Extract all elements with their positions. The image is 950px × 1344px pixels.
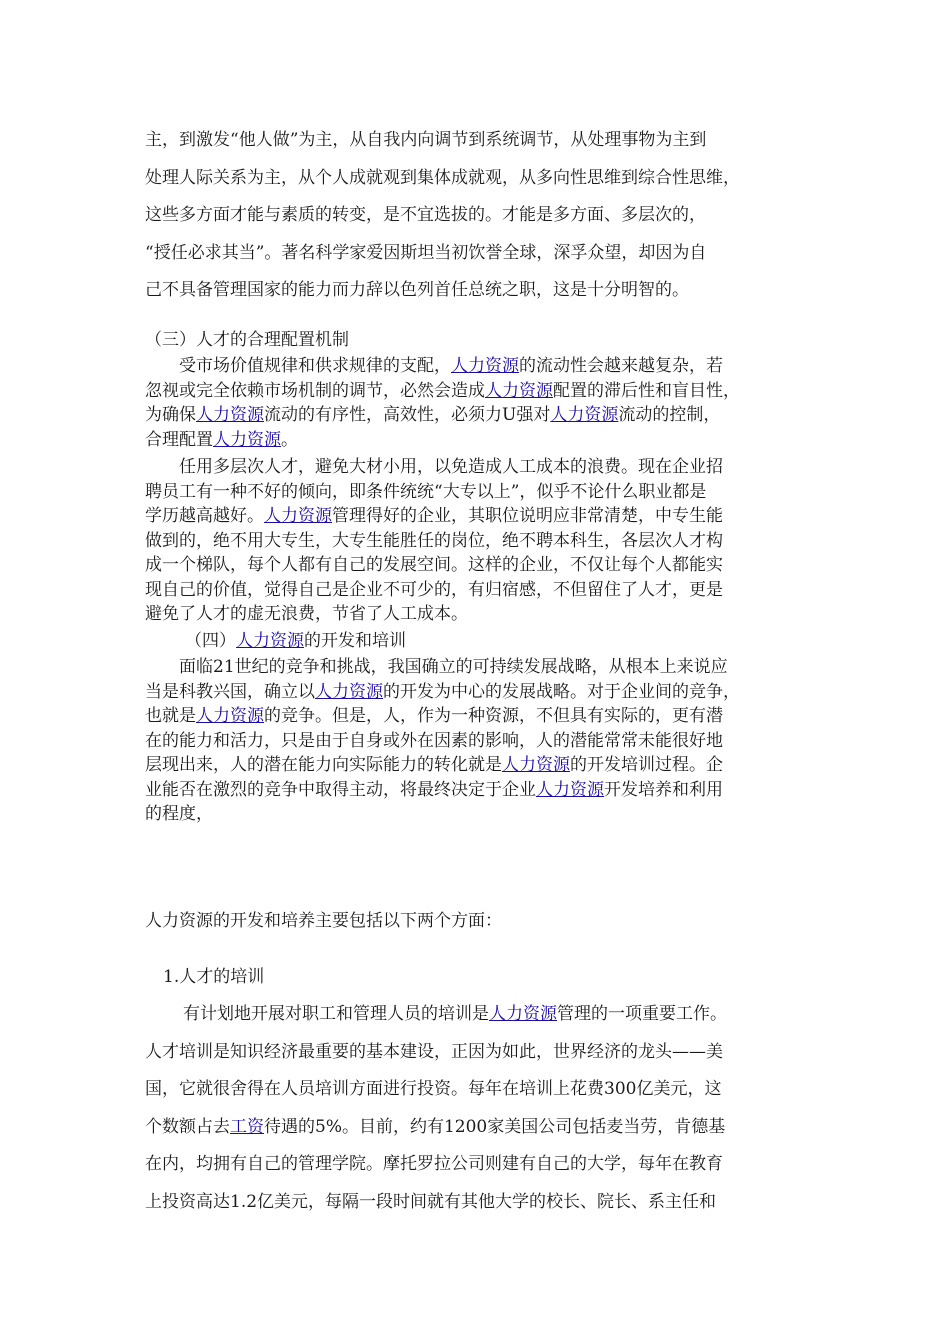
text-line: 聘员工有一种不好的倾向，即条件统统“大专以上”，似乎不论什么职业都是 xyxy=(145,481,707,502)
hr-link[interactable]: 人力资源 xyxy=(236,631,304,651)
text-line: 人才培训是知识经济最重要的基本建设，正因为如此，世界经济的龙头——美 xyxy=(145,1041,723,1062)
hr-link[interactable]: 人力资源 xyxy=(196,706,264,726)
paragraph-development: 面临21世纪的竞争和挑战，我国确立的可持续发展战略，从根本上来说应 当是科教兴国，确立以人力资源的开发为中心的发展战略。对于企业间的竞争， 也就是人力资源的竞争。但是，人，作为一种资源，不但具有实际的，更有潜 在的能力和活力，只是由于自身或外在因素的影响，人的潜能常常未能很好地 层现出来，人的潜在能力向实际能力的转化就是人力资源的开发培训过程。企 业能否在激烈的竞争中取得主动，将最终决定于企业人力资源开发培养和利用 的程度， xyxy=(145,655,815,827)
intro-line: 人力资源的开发和培养主要包括以下两个方面： xyxy=(145,911,502,931)
text-line: 在内，均拥有自己的管理学院。摩托罗拉公司则建有自己的大学，每年在教育 xyxy=(145,1154,723,1174)
text-line: 现自己的价值，觉得自己是企业不可少的，有归宿感，不但留住了人才，更是 xyxy=(145,579,723,600)
paragraph-training: 有计划地开展对职工和管理人员的培训是人力资源管理的一项重要工作。 人才培训是知识经济最重要的基本建设，正因为如此，世界经济的龙头——美 国，它就很舍得在人员培训方面进行投资。每年在培训上花费300亿美元，这 个数额占去工资待遇的5%。目前，约有1200家美国公司包括麦当劳，肯德基 在内，均拥有自己的管理学院。摩托罗拉公司则建有自己的大学，每年在教育 上投资高达1.2亿美元，每隔一段时间就有其他大学的校长、院长、系主任和 xyxy=(145,996,815,1221)
text-line: “授任必求其当”。著名科学家爱因斯坦当初饮誉全球，深孚众望，却因为自 xyxy=(145,242,707,263)
text-line: 己不具备管理国家的能力而力辞以色列首任总统之职，这是十分明智的。 xyxy=(145,280,689,300)
text-line: 面临21世纪的竞争和挑战，我国确立的可持续发展战略，从根本上来说应 xyxy=(179,657,728,677)
subheading-training: 1.人才的培训 xyxy=(163,967,265,987)
section-heading-4: （四）人力资源的开发和培训 xyxy=(185,631,406,651)
paragraph-allocation: 受市场价值规律和供求规律的支配，人力资源的流动性会越来越复杂，若 忽视或完全依赖市场机制的调节，必然会造成人力资源配置的滞后性和盲目性， 为确保人力资源流动的有序性，高效性，必须力U强对人力资源流动的控制， 合理配置人力资源。 xyxy=(145,356,740,450)
text-line: 这些多方面才能与素质的转变，是不宜选拔的。才能是多方面、多层次的， xyxy=(145,205,706,225)
hr-link[interactable]: 人力资源 xyxy=(315,681,383,702)
salary-link[interactable]: 工资 xyxy=(230,1116,264,1137)
text-line: 国，它就很舍得在人员培训方面进行投资。每年在培训上花费300亿美元，这 xyxy=(145,1079,722,1099)
hr-link[interactable]: 人力资源 xyxy=(451,356,519,376)
hr-link[interactable]: 人力资源 xyxy=(213,429,281,450)
text-line: 主，到激发“他人做”为主，从自我内向调节到系统调节，从处理事物为主到 xyxy=(145,130,707,150)
hr-link[interactable]: 人力资源 xyxy=(196,405,264,425)
hr-link[interactable]: 人力资源 xyxy=(536,779,604,800)
text-line: 在的能力和活力，只是由于自身或外在因素的影响，人的潜能常常未能很好地 xyxy=(145,730,723,751)
text-line: 成一个梯队，每个人都有自己的发展空间。这样的企业，不仅让每个人都能实 xyxy=(145,555,723,575)
text-line: 避免了人才的虚无浪费，节省了人工成本。 xyxy=(145,604,468,624)
text-line: 处理人际关系为主，从个人成就观到集体成就观，从多向性思维到综合性思维， xyxy=(145,167,740,188)
hr-link[interactable]: 人力资源 xyxy=(550,405,619,425)
text-line: 上投资高达1.2亿美元，每隔一段时间就有其他大学的校长、院长、系主任和 xyxy=(145,1191,717,1212)
text-line: 任用多层次人才，避免大材小用，以免造成人工成本的浪费。现在企业招 xyxy=(179,457,723,477)
hr-link[interactable]: 人力资源 xyxy=(489,1004,557,1024)
paragraph-talent-transition xyxy=(145,122,815,310)
text-line: 做到的，绝不用大专生，大专生能胜任的岗位，绝不聘本科生，各层次人才构 xyxy=(145,530,723,551)
text-line: 的程度， xyxy=(145,804,213,824)
hr-link[interactable]: 人力资源 xyxy=(485,380,553,401)
hr-link[interactable]: 人力资源 xyxy=(502,755,570,775)
section-heading-3: （三）人才的合理配置机制 xyxy=(145,330,349,350)
hr-link[interactable]: 人力资源 xyxy=(264,506,332,526)
paragraph-multilevel-talent: 任用多层次人才，避免大材小用，以免造成人工成本的浪费。现在企业招 聘员工有一种不好的倾向，即条件统统“大专以上”，似乎不论什么职业都是 学历越高越好。人力资源管理得好的企业，其职位说明应非常清楚，中专生能 做到的，绝不用大专生，大专生能胜任的岗位，绝不聘本科生，各层次人才构 成一个梯队，每个人都有自己的发展空间。这样的企业，不仅让每个人都能实 现自己的价值，觉得自己是企业不可少的，有归宿感，不但留住了人才，更是 避免了人才的虚无浪费，节省了人工成本。 xyxy=(145,455,815,627)
